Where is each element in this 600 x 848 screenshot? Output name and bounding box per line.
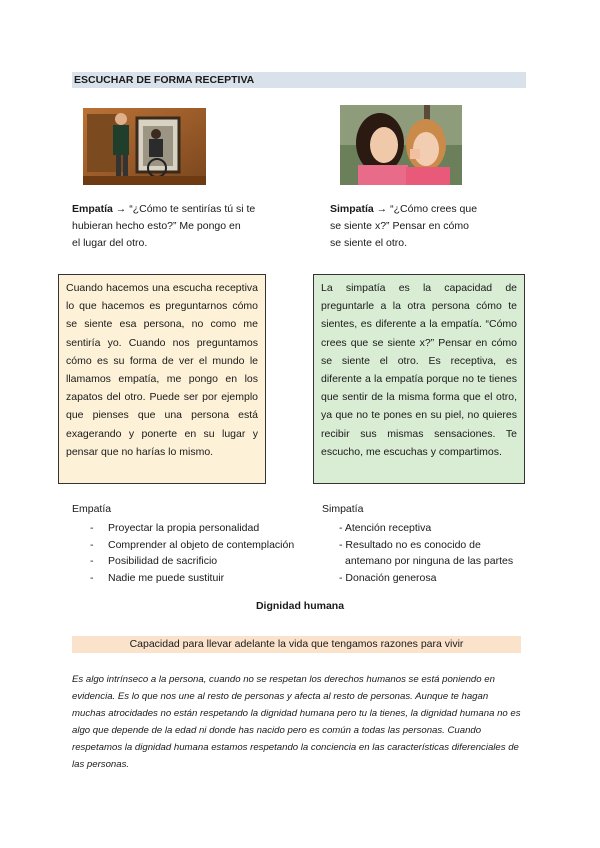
dignidad-definition: Capacidad para llevar adelante la vida que tengamos razones para vivir xyxy=(72,636,521,653)
empatia-term: Empatía xyxy=(72,203,113,215)
caption-line: “¿Cómo te sentirías tú si te xyxy=(129,203,256,215)
caption-line: se siente el otro. xyxy=(330,237,408,249)
list-item: - Posibilidad de sacrificio xyxy=(88,553,328,570)
caption-line: el lugar del otro. xyxy=(72,237,148,249)
empatia-list xyxy=(88,520,328,586)
dignidad-title: Dignidad humana xyxy=(255,600,345,612)
list-item: - Resultado no es conocido de xyxy=(339,538,481,551)
dignidad-paragraph: Es algo intrínseco a la persona, cuando no se respetan los derechos humanos se está poniendo en evidencia. Es lo que nos une al resto de personas y afecta al resto de personas. Aunque te hagan muchas atrocidades no están respetando la dignidad humana pero tu la tienes, la dignidad humana no es algo que depende de la edad ni donde has nacido pero es común a todas las personas. Cuando respetamos la dignidad humana estamos respetando la conciencia en las características diferenciales de las personas. xyxy=(72,674,521,770)
caption-line: se siente x?” Pensar en cómo xyxy=(330,220,469,232)
empathy-photo xyxy=(83,108,206,185)
empatia-caption xyxy=(72,201,287,252)
list-item: - Comprender al objeto de contemplación xyxy=(88,537,328,554)
list-item: - Donación generosa xyxy=(339,571,437,584)
simpatia-list xyxy=(339,520,539,586)
list-item: - Atención receptiva xyxy=(339,522,432,534)
simpatia-explanation-box: La simpatía es la capacidad de preguntarle a la otra persona cómo te sientes, es diferente a la empatía. “Cómo crees que se siente x?” Pensar en cómo se siente el otro. Es receptiva, es diferente a la empatía porque no te tienes que sentir de la misma forma que el otro, ya que no te pones en su piel, no quieres recibir sus mismas sensaciones. Te escucho, me escuchas y compartimos. xyxy=(313,274,525,484)
caption-line: hubieran hecho esto?” Me pongo en xyxy=(72,220,241,232)
list-item: - Nadie me puede sustituir xyxy=(88,570,328,587)
empatia-explanation-box: Cuando hacemos una escucha receptiva lo que hacemos es preguntarnos cómo se siente esa persona, no como me sentiría yo. Cuando nos preguntamos cómo es su forma de ver el mundo le llamamos empatía, me pongo en los zapatos del otro. Puede ser por ejemplo que pienses que una persona está exagerando y ponerte en su lugar y pensar que no harías lo mismo. xyxy=(58,274,266,484)
section-title: ESCUCHAR DE FORMA RECEPTIVA xyxy=(72,72,526,88)
simpatia-caption xyxy=(330,201,525,252)
simpatia-term: Simpatía xyxy=(330,203,374,215)
list-item: antemano por ninguna de las partes xyxy=(345,555,514,567)
arrow: → xyxy=(112,203,130,215)
list-title-empatia: Empatía xyxy=(72,503,112,515)
arrow: → xyxy=(373,203,391,215)
list-item: - Proyectar la propia personalidad xyxy=(88,520,328,537)
caption-line: “¿Cómo crees que xyxy=(390,203,478,215)
list-title-simpatia: Simpatía xyxy=(322,503,364,515)
girls-whispering-photo xyxy=(340,105,462,185)
